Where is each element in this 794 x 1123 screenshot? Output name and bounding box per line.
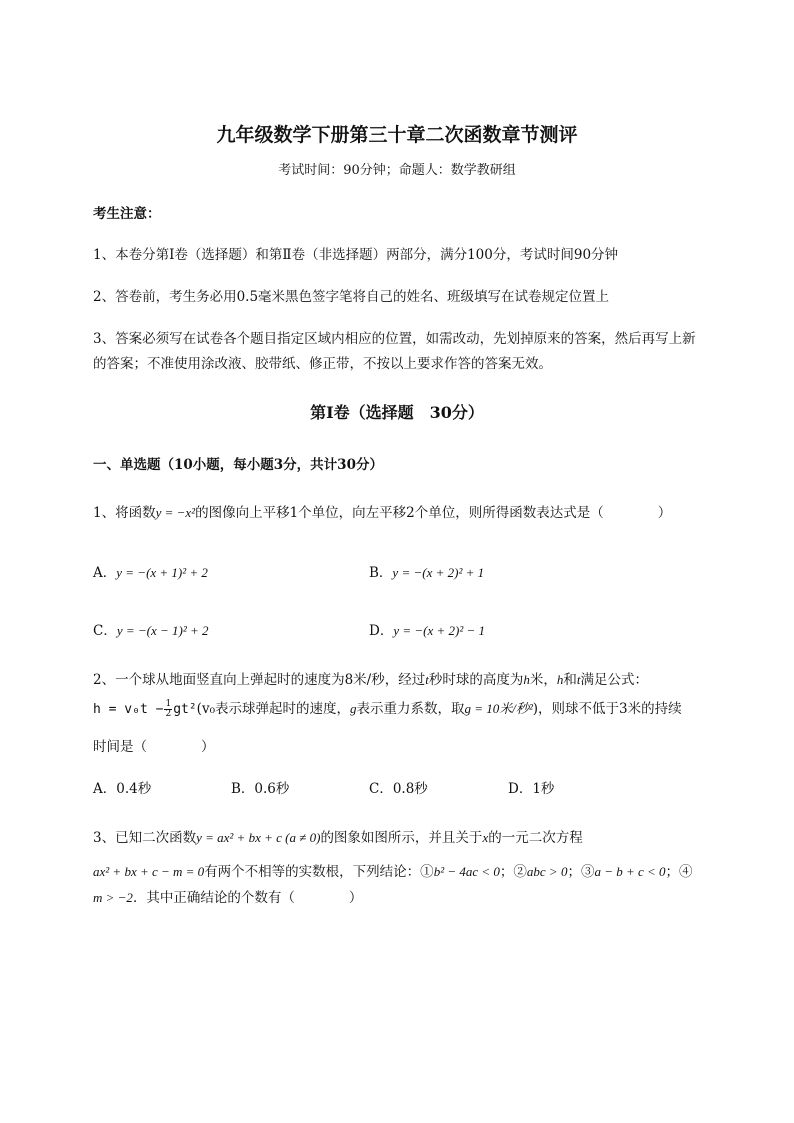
- q3-text: ；③: [567, 864, 595, 880]
- q2-var-t: t: [576, 672, 581, 687]
- q2-text: )，则球不低于3米的持续: [532, 701, 682, 717]
- option-label: B．: [369, 565, 393, 581]
- q2-var-g: g: [349, 701, 357, 716]
- part-heading: 一、单选题（10小题，每小题3分，共计30分）: [93, 457, 383, 473]
- q1-function: y = −x²: [155, 505, 196, 520]
- q2-option-a[interactable]: A．0.4秒: [93, 781, 152, 797]
- q2-text: 满足公式：: [580, 672, 648, 688]
- fraction-numerator: 1: [165, 699, 172, 709]
- q3-conclusion-3: a − b + c < 0: [594, 864, 666, 879]
- q2-formula-part-1: h = v₀t −: [93, 702, 164, 717]
- q1-prefix: 1、将函数: [93, 505, 156, 521]
- notice-item-2: 2、答卷前，考生务必用0.5毫米黑色签字笔将自己的姓名、班级填写在试卷规定位置上: [93, 289, 610, 305]
- question-2-line-1: [93, 668, 648, 688]
- q2-var-h: h: [523, 672, 530, 687]
- section-title: 第I卷（选择题 30分）: [310, 403, 484, 422]
- question-3-line-1: [93, 826, 583, 846]
- q3-var-x: x: [482, 830, 489, 845]
- option-label: C．: [93, 623, 117, 639]
- q3-text: 的图象如图所示，并且关于: [320, 830, 483, 846]
- notice-heading: 考生注意：: [93, 206, 161, 222]
- option-expr: y = −(x + 2)² − 1: [393, 623, 486, 638]
- q2-var-h: h: [556, 672, 564, 687]
- q1-suffix: 的图像向上平移1个单位，向左平移2个单位，则所得函数表达式是（ ）: [195, 505, 672, 521]
- q2-option-d[interactable]: D．1秒: [508, 781, 555, 797]
- q2-text: 米，: [529, 672, 557, 688]
- q3-text: ．其中正确结论的个数有（ ）: [132, 890, 363, 906]
- q2-text: 秒时球的高度为: [428, 672, 524, 688]
- option-expr: y = −(x + 1)² + 2: [116, 565, 208, 580]
- option-label: A．: [93, 565, 117, 581]
- q2-formula-part-2: gt²: [173, 702, 197, 717]
- q3-conclusion-1: b² − 4ac < 0: [433, 864, 500, 879]
- q3-text: 的一元二次方程: [488, 830, 583, 846]
- q2-text: 和: [563, 672, 577, 688]
- q3-text: ；④: [665, 864, 693, 880]
- q2-fraction: [164, 700, 172, 719]
- q1-option-a[interactable]: [93, 561, 208, 581]
- fraction-denominator: 2: [165, 709, 172, 719]
- q3-conclusion-4: m > −2: [93, 890, 133, 905]
- q2-var-t: t: [425, 672, 429, 687]
- q1-option-c[interactable]: [93, 619, 209, 639]
- question-2-line-2: [93, 697, 682, 719]
- q2-text: 2、一个球从地面竖直向上弹起时的速度为8米/秒，经过: [93, 672, 426, 688]
- q3-text: 有两个不相等的实数根，下列结论：①: [204, 864, 434, 880]
- notice-item-3: 3、答案必须写在试卷各个题目指定区域内相应的位置，如需改动，先划掉原来的答案，然后再写上新: [93, 331, 696, 347]
- question-3-line-2: [93, 860, 693, 880]
- notice-item-1: 1、本卷分第I卷（选择题）和第Ⅱ卷（非选择题）两部分，满分100分，考试时间90分钟: [93, 247, 619, 263]
- q2-text: (v₀表示球弹起时的速度，: [196, 701, 350, 717]
- question-2-line-3: 时间是（ ）: [93, 739, 215, 755]
- question-1: [93, 501, 671, 521]
- q3-equation: ax² + bx + c − m = 0: [93, 864, 205, 879]
- page-title: 九年级数学下册第三十章二次函数章节测评: [216, 124, 578, 146]
- notice-item-3-cont: 的答案；不准使用涂改液、胶带纸、修正带，不按以上要求作答的答案无效。: [93, 356, 552, 372]
- q3-function: y = ax² + bx + c (a ≠ 0): [196, 830, 321, 845]
- q1-option-b[interactable]: [369, 561, 484, 581]
- option-label: D．: [369, 623, 394, 639]
- q2-text: 表示重力系数，取: [356, 701, 465, 717]
- q3-text: 3、已知二次函数: [93, 830, 197, 846]
- option-expr: y = −(x + 2)² + 1: [392, 565, 485, 580]
- q3-text: ；②: [499, 864, 527, 880]
- question-3-line-3: [93, 886, 362, 906]
- q1-option-d[interactable]: [369, 619, 485, 639]
- q2-option-b[interactable]: B．0.6秒: [231, 781, 290, 797]
- q2-g-value: g = 10米/秒²: [464, 701, 533, 716]
- page-subtitle: 考试时间：90分钟；命题人：数学教研组: [278, 163, 516, 178]
- q3-conclusion-2: abc > 0: [526, 864, 568, 879]
- option-expr: y = −(x − 1)² + 2: [116, 623, 209, 638]
- q2-option-c[interactable]: C．0.8秒: [369, 781, 428, 797]
